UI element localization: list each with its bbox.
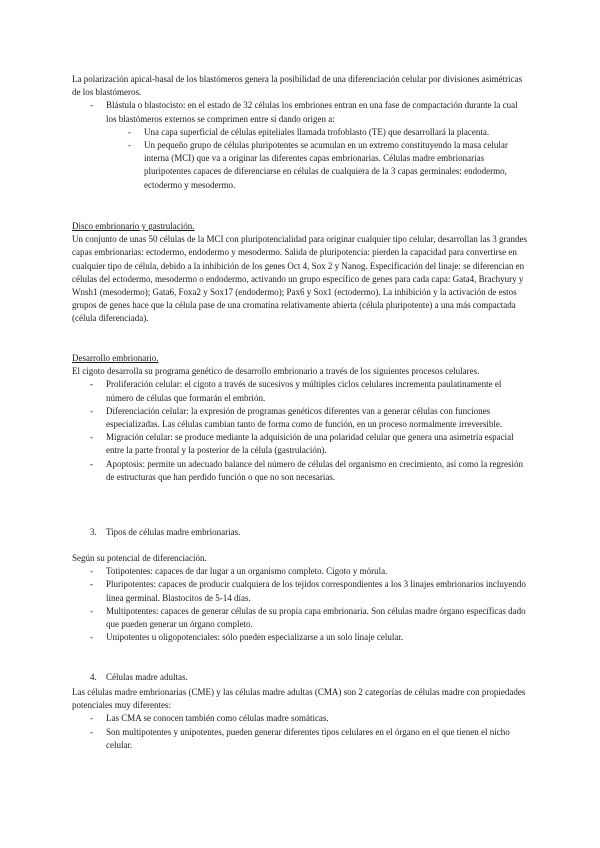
list-item: - Migración celular: se produce mediante la adquisición de una polaridad celular que genera una asimetría espacial entre la parte frontal y la posterior de la célula (gastrulación). (72, 431, 528, 457)
adultas-paragraph: Las células madre embrionarias (CME) y las células madre adultas (CMA) son 2 categorías de células madre con propiedades potenciales muy diferentes: (72, 687, 526, 711)
list-item: - Las CMA se conocen también como células madre somáticas. (72, 712, 528, 725)
list-item: - Proliferación celular: el cigoto a través de sucesivos y múltiples ciclos celulares incrementa paulatinamente el número de células que formarán el embrión. (72, 378, 528, 404)
disco-paragraph: Un conjunto de unas 50 células de la MCI con pluripotencialidad para originar cualquier tipo celular, desarrollan las 3 grandes capas embrionarias: ectodermo, endodermo y mesodermo. Salida de pluripotencia: pierden la capacidad para convertirse en cualquier tipo de célula, debido a la inhibición de los genes Oct 4, Sox 2 y Nanog. Especificación del linaje: se diferencian en células del ectodermo, mesodermo o endodermo, activando un grupo específico de genes para cada capa: Gata4, Brachyury y Wnsh1 (mesodermo); Gata6, Foxa2 y Sox17 (endodermo); Pax6 y Sox1 (ectodermo). La inhibición y la activación de estos grupos de genes hace que la célula pase de una cromatina relativamente abierta (célula pluripotente) a una más compactada (célula diferenciada). (72, 234, 527, 324)
blastula-sublist (72, 126, 528, 192)
list-item: - Unipotentes u oligopotenciales: sólo pueden especializarse a un solo linaje celular. (72, 631, 528, 644)
disco-section (72, 220, 528, 326)
list-item-text: Blástula o blastocisto: en el estado de 32 células los embriones entran en una fase de compactación durante la cual los blastómeros externos se comprimen entre sí dando origen a: (106, 100, 518, 124)
list-item-blastula (72, 99, 528, 191)
desarrollo-paragraph: El cigoto desarrolla su programa genético de desarrollo embrionario a través de los siguientes procesos celulares. (72, 366, 480, 377)
sublist-item: - Un pequeño grupo de células pluripotentes se acumulan en un extremo constituyendo la masa celular interna (MCI) que va a originar las diferentes capas embrionarias. Células madre embrionarias pluripotentes capaces de diferenciarse en células de cualquiera de la 3 capas germinales: endodermo, ectodermo y mesodermo. (72, 139, 528, 192)
section-3-heading (72, 526, 562, 539)
disco-heading: Disco embrionario y gastrulación. (72, 221, 195, 231)
adultas-section (72, 686, 528, 752)
list-item: - Multipotentes: capaces de generar células de su propia capa embrionaria. Son células madre órgano específicas dado que pueden generar un órgano completo. (72, 605, 528, 631)
desarrollo-heading: Desarrollo embrionario. (72, 353, 159, 363)
section-title: Tipos de células madre embrionarias. (106, 527, 241, 537)
list-item: - Son multipotentes y unipotentes, pueden generar diferentes tipos celulares en el órgano en el que tienen el nicho celular. (72, 726, 528, 752)
section-title: Células madre adultas. (106, 672, 188, 683)
intro-paragraph: La polarización apical-basal de los blastómeros genera la posibilidad de una diferenciación celular por divisiones asimétricas de los blastómeros. (72, 74, 523, 98)
list-item: - Pluripotentes: capaces de producir cualquiera de los tejidos correspondientes a los 3 linajes embrionarios incluyendo línea germinal. Blastocitos de 5-14 días. (72, 578, 528, 604)
list-item: - Diferenciación celular: la expresión de programas genéticos diferentes van a generar células con funciones especializadas. Las células cambian tanto de forma como de función, en un proceso normalmente irreversible. (72, 405, 528, 431)
section-4-heading (72, 671, 562, 684)
desarrollo-list (72, 378, 528, 484)
potencial-heading: Según su potencial de diferenciación. (72, 553, 207, 563)
section-number: 3. (90, 527, 97, 537)
section-number: 4. (90, 672, 97, 683)
desarrollo-section (72, 352, 528, 484)
intro-section (72, 73, 528, 192)
adultas-list (72, 712, 528, 752)
list-item: - Totipotentes: capaces de dar lugar a un organismo completo. Cigoto y mórula. (72, 565, 528, 578)
potencial-section (72, 552, 528, 644)
intro-list (72, 99, 528, 191)
potencial-list (72, 565, 528, 644)
list-item: - Apoptosis: permite un adecuado balance del número de células del organismo en crecimiento, así como la regresión de estructuras que han perdido función o que no son necesarias. (72, 458, 528, 484)
sublist-item: - Una capa superficial de células epiteliales llamada trofoblasto (TE) que desarrollará la placenta. (72, 126, 528, 139)
